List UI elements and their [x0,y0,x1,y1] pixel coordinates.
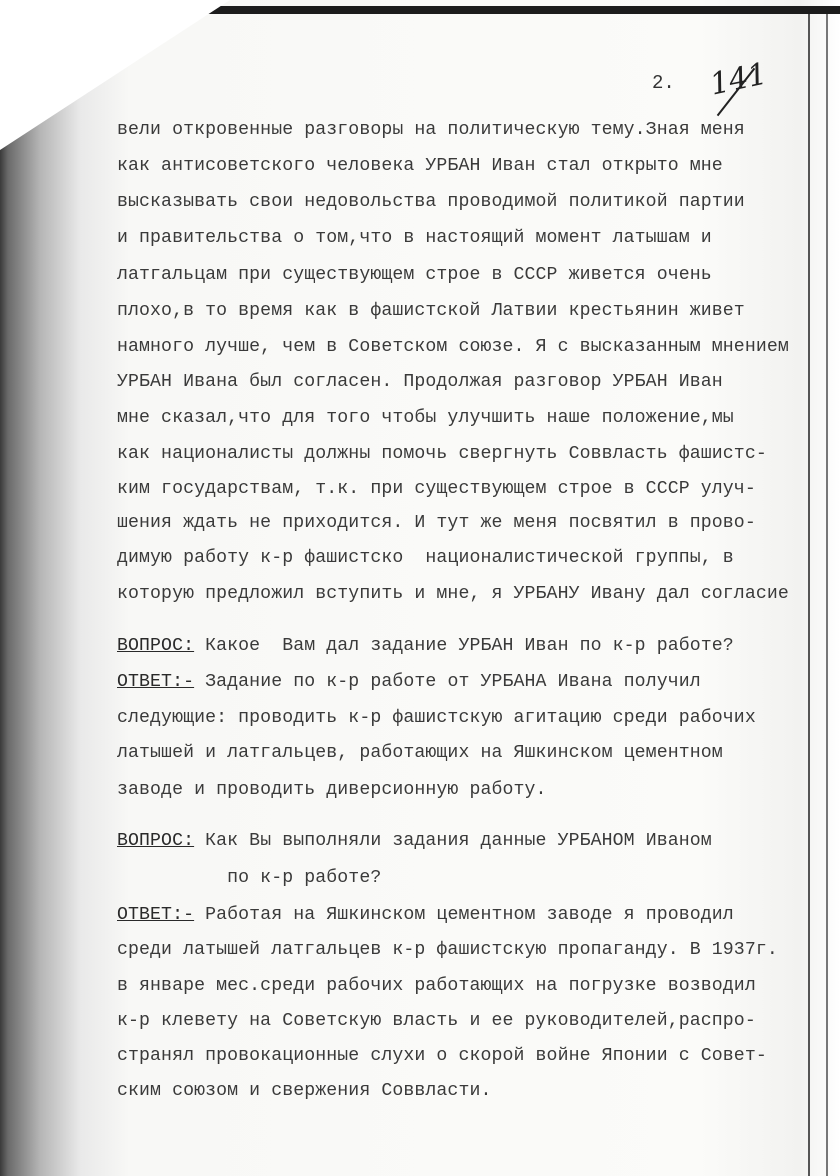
answer-line: среди латышей латгальцев к-р фашистскую пропаганду. В 1937г. [117,940,778,960]
text-line: мне сказал,что для того чтобы улучшить наше положение,мы [117,408,734,428]
text-line: как националисты должны помочь свергнуть Соввласть фашистс- [117,444,767,464]
text-line: высказывать свои недовольства проводимой политикой партии [117,192,745,212]
text-line: вели откровенные разговоры на политическую тему.Зная меня [117,120,745,140]
answer-line: латышей и латгальцев, работающих на Яшкинском цементном [117,743,723,763]
answer-text: Задание по к-р работе от УРБАНА Ивана получил [194,672,701,692]
question-line: по к-р работе? [117,868,382,888]
page-edge-line [808,14,810,1176]
page-number: 2. [652,72,675,94]
page-edge-line [826,14,828,1176]
answer-line [117,905,734,925]
question-label: ВОПРОС: [117,636,195,656]
answer-line: странял провокационные слухи о скорой войне Японии с Совет- [117,1046,767,1066]
text-line: которую предложил вступить и мне, я УРБАНУ Ивану дал согласие [117,584,789,604]
text-line: ким государствам, т.к. при существующем строе в СССР улуч- [117,479,756,499]
answer-line: в январе мес.среди рабочих работающих на погрузке возводил [117,976,756,996]
question-label: ВОПРОС: [117,831,195,851]
handwritten-archive-number: 141 [706,56,771,103]
text-line: димую работу к-р фашистско националистической группы, в [117,548,734,568]
text-line: УРБАН Ивана был согласен. Продолжая разговор УРБАН Иван [117,372,723,392]
text-line: латгальцам при существующем строе в СССР живется очень [117,265,712,285]
question-line [117,636,734,656]
answer-line: следующие: проводить к-р фашистскую агитацию среди рабочих [117,708,756,728]
answer-label: ОТВЕТ:- [117,905,195,925]
question-line [117,831,712,851]
answer-line: ским союзом и свержения Соввласти. [117,1081,492,1101]
answer-line: заводе и проводить диверсионную работу. [117,780,547,800]
answer-line [117,672,701,692]
text-line: как антисоветского человека УРБАН Иван стал открыто мне [117,156,723,176]
text-line: шения ждать не приходится. И тут же меня посвятил в прово- [117,513,756,533]
answer-line: к-р клевету на Советскую власть и ее руководителей,распро- [117,1011,756,1031]
question-text: Как Вы выполняли задания данные УРБАНОМ Иваном [194,831,712,851]
answer-label: ОТВЕТ:- [117,672,195,692]
question-text: Какое Вам дал задание УРБАН Иван по к-р работе? [194,636,734,656]
text-line: намного лучше, чем в Советском союзе. Я с высказанным мнением [117,337,789,357]
text-line: и правительства о том,что в настоящий момент латышам и [117,228,712,248]
answer-text: Работая на Яшкинском цементном заводе я проводил [194,905,734,925]
text-line: плохо,в то время как в фашистской Латвии крестьянин живет [117,301,745,321]
